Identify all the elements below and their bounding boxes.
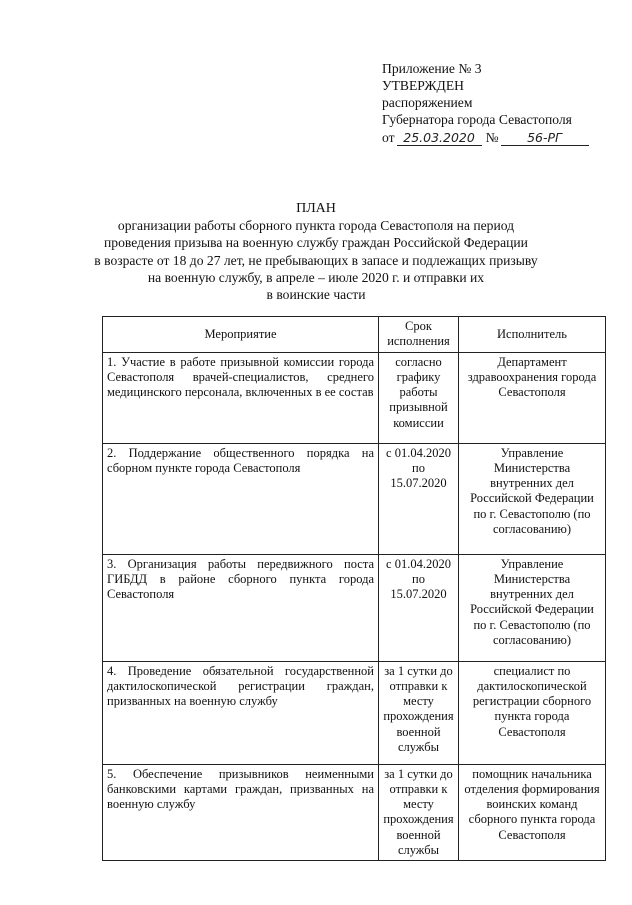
deadline-cell: с 01.04.2020 по 15.07.2020 — [379, 554, 459, 661]
order-label: распоряжением — [382, 95, 473, 110]
event-cell: 1. Участие в работе призывной комиссии города Севастополя врачей-специалистов, среднего медицинского персонала, включенных в ее состав — [103, 352, 379, 443]
table-header-row — [103, 317, 606, 353]
date-prefix: от — [382, 130, 395, 145]
governor-label: Губернатора города Севастополя — [382, 112, 572, 127]
approved-label: УТВЕРЖДЕН — [382, 78, 464, 93]
table-row — [103, 661, 606, 764]
event-cell: 3. Организация работы передвижного поста ГИБДД в районе сборного пункта города Севастополя — [103, 554, 379, 661]
title-line: на военную службу, в апреле – июле 2020 г. и отправки их — [147, 269, 485, 285]
deadline-cell: за 1 сутки до отправки к месту прохождения военной службы — [379, 764, 459, 861]
number-sign: № — [485, 130, 499, 145]
event-cell: 5. Обеспечение призывников неименными банковскими картами граждан, призванных на военную службу — [103, 764, 379, 861]
approval-block — [382, 60, 612, 146]
title-line: в возрасте от 18 до 27 лет, не пребывающих в запасе и подлежащих призыву — [94, 252, 538, 268]
table-row — [103, 554, 606, 661]
appendix-label: Приложение № 3 — [382, 61, 482, 76]
table-row — [103, 443, 606, 554]
header-event: Мероприятие — [103, 317, 379, 353]
executor-cell: Управление Министерства внутренних дел Российской Федерации по г. Севастополю (по согласованию) — [459, 554, 606, 661]
executor-cell: специалист по дактилоскопической регистрации сборного пункта города Севастополя — [459, 661, 606, 764]
header-deadline: Срок исполнения — [379, 317, 459, 353]
title-line: организации работы сборного пункта города Севастополя на период — [117, 218, 515, 234]
order-date-number — [382, 129, 612, 146]
plan-heading: ПЛАН — [296, 201, 336, 216]
title-line: в воинские части — [266, 287, 366, 303]
table-row — [103, 352, 606, 443]
header-executor: Исполнитель — [459, 317, 606, 353]
executor-cell: Управление Министерства внутренних дел Российской Федерации по г. Севастополю (по согласованию) — [459, 443, 606, 554]
plan-table — [102, 316, 606, 861]
deadline-cell: согласно графику работы призывной комиссии — [379, 352, 459, 443]
executor-cell: Департамент здравоохранения города Севастополя — [459, 352, 606, 443]
table-row — [103, 764, 606, 861]
event-cell: 4. Проведение обязательной государственной дактилоскопической регистрации граждан, призванных на военную службу — [103, 661, 379, 764]
deadline-cell: за 1 сутки до отправки к месту прохождения военной службы — [379, 661, 459, 764]
event-cell: 2. Поддержание общественного порядка на сборном пункте города Севастополя — [103, 443, 379, 554]
order-date: 25.03.2020 — [397, 131, 482, 146]
deadline-cell: с 01.04.2020 по 15.07.2020 — [379, 443, 459, 554]
order-number: 56-РГ — [501, 131, 589, 146]
executor-cell: помощник начальника отделения формирования воинских команд сборного пункта города Севастополя — [459, 764, 606, 861]
document-title — [0, 200, 632, 303]
title-line: проведения призыва на военную службу граждан Российской Федерации — [104, 235, 528, 251]
